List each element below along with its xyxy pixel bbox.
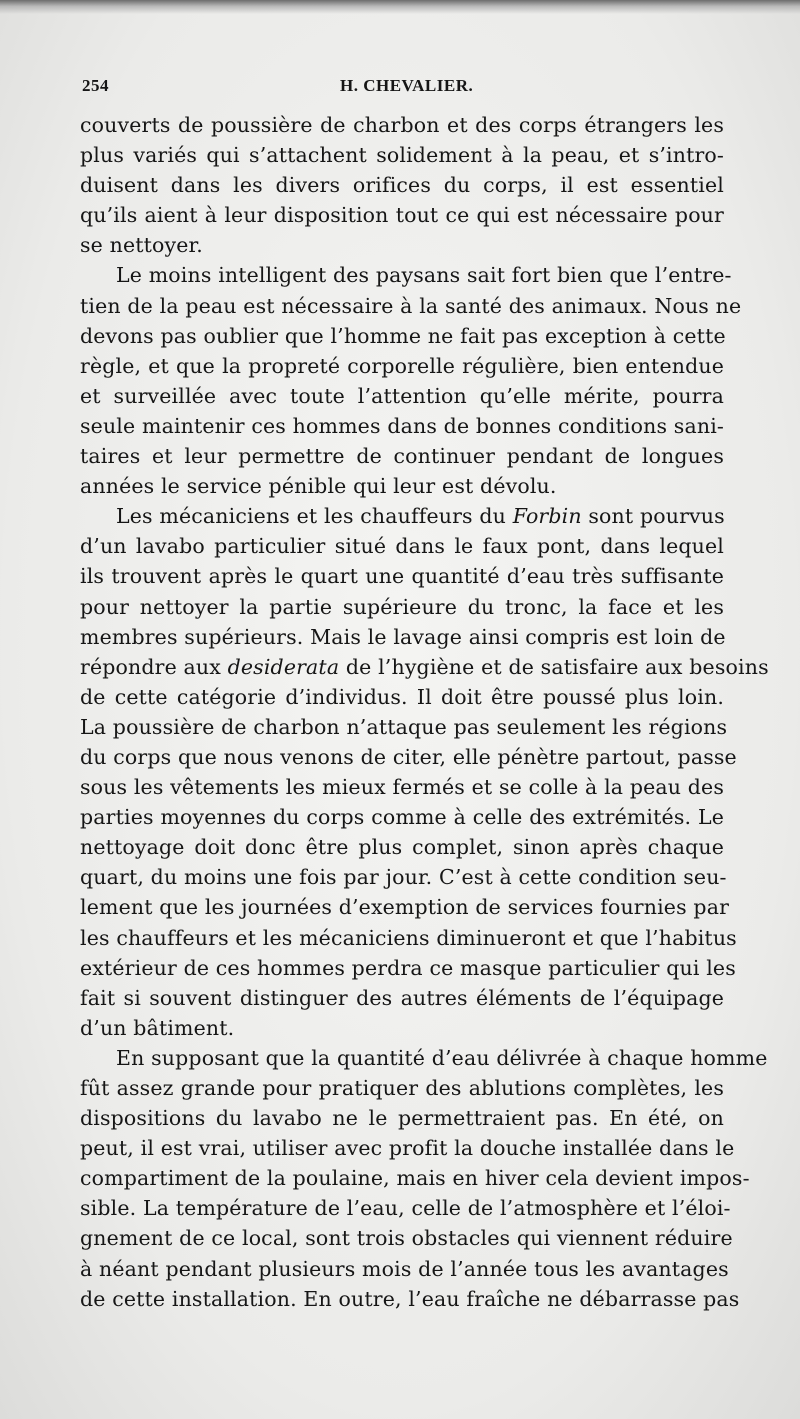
text-line: parties moyennes du corps comme à celle des extrémités. Le <box>80 805 724 830</box>
text-line: du corps que nous venons de citer, elle pénètre partout, passe <box>80 744 737 769</box>
paragraph <box>80 110 724 260</box>
text-line: d’un bâtiment. <box>80 1015 235 1040</box>
page-number: 254 <box>82 76 109 95</box>
body-text <box>80 110 769 1314</box>
text-line <box>80 652 769 682</box>
text-line: lement que les journées d’exemption de services fournies par <box>80 895 730 920</box>
text-line: devons pas oublier que l’homme ne fait pas exception à cette <box>80 323 726 348</box>
italic-term: desiderata <box>227 654 340 679</box>
text-line: nettoyage doit donc être plus complet, sinon après chaque <box>80 835 724 860</box>
ship-name: Forbin <box>512 504 582 529</box>
text-line: règle, et que la propreté corporelle régulière, bien entendue <box>80 353 724 378</box>
text-line: couverts de poussière de charbon et des corps étrangers les <box>80 113 724 137</box>
text-line: tien de la peau est nécessaire à la santé des animaux. Nous ne <box>80 293 742 318</box>
text-run: Les mécaniciens et les chauffeurs du <box>116 504 513 529</box>
text-line: quart, du moins une fois par jour. C’est à cette condition seu- <box>80 865 727 890</box>
text-run: de l’hygiène et de satisfaire aux besoins <box>339 654 769 679</box>
text-line: se nettoyer. <box>80 233 203 258</box>
paragraph <box>80 260 742 501</box>
text-line: ils trouvent après le quart une quantité d’eau très suffisante <box>80 564 724 589</box>
text-line: gnement de ce local, sont trois obstacles qui viennent réduire <box>80 1226 733 1251</box>
text-line: d’un lavabo particulier situé dans le faux pont, dans lequel <box>80 534 724 559</box>
text-line: extérieur de ces hommes perdra ce masque particulier qui les <box>80 955 736 980</box>
text-line: années le service pénible qui leur est dévolu. <box>80 474 557 499</box>
text-line: Le moins intelligent des paysans sait fort bien que l’entre- <box>116 263 732 288</box>
text-line: taires et leur permettre de continuer pendant de longues <box>80 444 724 469</box>
text-line: duisent dans les divers orifices du corps, il est essentiel <box>80 173 724 198</box>
text-line: compartiment de la poulaine, mais en hiver cela devient impos- <box>80 1166 750 1191</box>
text-line: plus variés qui s’attachent solidement à la peau, et s’intro- <box>80 143 724 168</box>
text-line: En supposant que la quantité d’eau délivrée à chaque homme <box>116 1045 768 1070</box>
text-line: et surveillée avec toute l’attention qu’elle mérite, pourra <box>80 383 724 408</box>
scan-top-edge <box>0 0 800 14</box>
text-line: membres supérieurs. Mais le lavage ainsi compris est loin de <box>80 624 726 649</box>
text-line: qu’ils aient à leur disposition tout ce qui est nécessaire pour <box>80 203 724 228</box>
text-line: les chauffeurs et les mécaniciens diminueront et que l’habitus <box>80 925 737 950</box>
text-line: fût assez grande pour pratiquer des ablutions complètes, les <box>80 1076 724 1100</box>
text-line: seule maintenir ces hommes dans de bonnes conditions sani- <box>80 413 724 438</box>
text-line: peut, il est vrai, utiliser avec profit la douche installée dans le <box>80 1136 735 1161</box>
text-line: à néant pendant plusieurs mois de l’année tous les avantages <box>80 1256 729 1281</box>
text-line: La poussière de charbon n’attaque pas seulement les régions <box>80 714 728 739</box>
text-line: sous les vêtements les mieux fermés et se colle à la peau des <box>80 775 725 800</box>
text-line: de cette catégorie d’individus. Il doit être poussé plus loin. <box>80 684 724 709</box>
page-header <box>82 76 722 100</box>
text-line: pour nettoyer la partie supérieure du tronc, la face et les <box>80 594 724 619</box>
text-run: sont pourvus <box>581 504 725 529</box>
text-line: de cette installation. En outre, l’eau fraîche ne débarrasse pas <box>80 1286 740 1311</box>
text-line <box>80 501 724 531</box>
paragraph <box>80 501 769 1043</box>
text-line: dispositions du lavabo ne le permettraient pas. En été, on <box>80 1106 724 1131</box>
text-line: fait si souvent distinguer des autres éléments de l’équipage <box>80 985 724 1010</box>
running-head: H. CHEVALIER. <box>340 76 474 95</box>
text-run: répondre aux <box>80 654 228 679</box>
paragraph <box>80 1043 768 1314</box>
text-line: sible. La température de l’eau, celle de l’atmosphère et l’éloi- <box>80 1196 731 1221</box>
